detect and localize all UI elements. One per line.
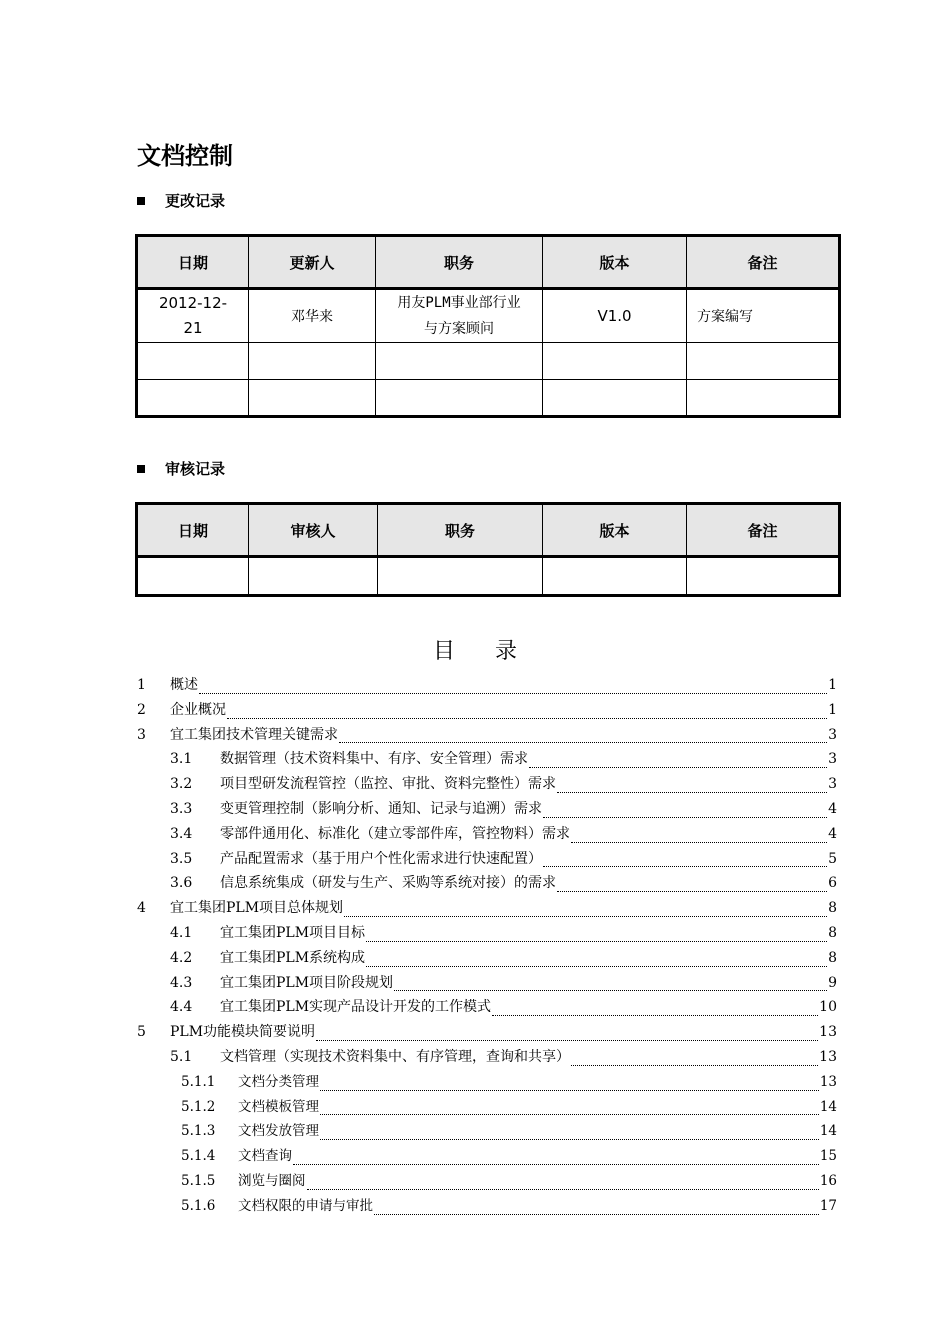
toc-dot-leader xyxy=(543,807,827,818)
toc-entry-page: 14 xyxy=(819,1123,837,1140)
table-cell xyxy=(543,557,687,596)
toc-dot-leader xyxy=(320,1080,819,1091)
toc-entry-page: 13 xyxy=(819,1073,837,1090)
toc-entry[interactable] xyxy=(137,723,837,748)
toc-entry-number: 4 xyxy=(137,900,146,917)
toc-entry-text: 宜工集团PLM项目阶段规划 xyxy=(220,974,394,991)
toc-entry-page: 3 xyxy=(828,726,837,743)
toc-entry-number: 5.1.2 xyxy=(181,1098,216,1115)
table-cell xyxy=(249,557,378,596)
col-header-position: 职务 xyxy=(376,236,543,289)
col-header-reviewer: 审核人 xyxy=(249,504,378,557)
toc-entry[interactable] xyxy=(137,698,837,723)
col-header-remark: 备注 xyxy=(687,504,840,557)
toc-dot-leader xyxy=(529,757,827,768)
toc-entry-page: 10 xyxy=(819,999,837,1016)
toc-dot-leader xyxy=(571,1055,818,1066)
table-cell xyxy=(376,343,543,380)
table-cell-date: 2012-12-21 xyxy=(137,289,249,343)
toc-entry-number: 5.1.6 xyxy=(181,1197,216,1214)
table-header-row xyxy=(137,236,840,289)
toc-entry-page: 5 xyxy=(828,850,837,867)
toc-title: 目录 xyxy=(432,639,557,664)
table-of-contents xyxy=(137,673,837,1219)
toc-dot-leader xyxy=(366,931,827,942)
table-cell xyxy=(137,380,249,417)
toc-entry[interactable] xyxy=(137,1070,837,1095)
toc-entry[interactable] xyxy=(137,871,837,896)
review-record-table xyxy=(135,502,841,597)
review-record-heading xyxy=(137,458,225,479)
toc-entry-page: 13 xyxy=(819,1024,837,1041)
toc-dot-leader xyxy=(344,906,827,917)
toc-dot-leader xyxy=(571,832,827,843)
toc-entry[interactable] xyxy=(137,995,837,1020)
toc-entry[interactable] xyxy=(137,1194,837,1219)
toc-entry-page: 9 xyxy=(828,974,837,991)
toc-entry-page: 4 xyxy=(828,825,837,842)
toc-entry-number: 3.1 xyxy=(170,751,193,768)
toc-entry-number: 5.1.1 xyxy=(181,1073,216,1090)
toc-entry-text: 概述 xyxy=(170,677,198,693)
toc-entry-text: 文档管理（实现技术资料集中、有序管理，查询和共享） xyxy=(220,1048,570,1065)
toc-entry-number: 4.3 xyxy=(170,974,193,991)
table-cell-updater: 邓华来 xyxy=(249,289,376,343)
toc-entry[interactable] xyxy=(137,1020,837,1045)
change-record-heading xyxy=(137,190,225,211)
table-cell-version: V1.0 xyxy=(543,289,687,343)
toc-dot-leader xyxy=(394,980,827,991)
toc-dot-leader xyxy=(492,1005,818,1016)
table-cell xyxy=(378,557,543,596)
change-record-heading-label: 更改记录 xyxy=(165,192,226,210)
toc-entry-page: 3 xyxy=(828,776,837,793)
toc-entry-number: 2 xyxy=(137,701,146,718)
table-row xyxy=(137,380,840,417)
col-header-date: 日期 xyxy=(137,504,249,557)
toc-entry-number: 5.1.4 xyxy=(181,1148,216,1165)
toc-entry[interactable] xyxy=(137,921,837,946)
toc-entry-text: 文档查询 xyxy=(238,1148,292,1165)
toc-entry-text: 信息系统集成（研发与生产、采购等系统对接）的需求 xyxy=(220,875,556,892)
table-header-row xyxy=(137,504,840,557)
table-cell xyxy=(543,343,687,380)
table-cell xyxy=(137,343,249,380)
toc-entry-number: 3.6 xyxy=(170,875,193,892)
table-cell-position: 用友PLM事业部行业与方案顾问 xyxy=(376,289,543,343)
toc-entry-number: 1 xyxy=(137,677,146,693)
toc-entry-text: 宜工集团技术管理关键需求 xyxy=(170,726,338,743)
toc-entry-page: 16 xyxy=(819,1172,837,1189)
table-row xyxy=(137,343,840,380)
toc-entry-page: 8 xyxy=(828,900,837,917)
toc-dot-leader xyxy=(293,1154,819,1165)
toc-entry-page: 1 xyxy=(828,701,837,718)
toc-entry-text: 变更管理控制（影响分析、通知、记录与追溯）需求 xyxy=(220,800,542,817)
table-cell xyxy=(249,343,376,380)
toc-entry-number: 5.1.5 xyxy=(181,1172,216,1189)
toc-entry-page: 8 xyxy=(828,949,837,966)
toc-entry-text: 文档分类管理 xyxy=(238,1073,319,1090)
toc-entry-number: 3.3 xyxy=(170,800,193,817)
square-bullet-icon xyxy=(137,465,145,473)
toc-entry-page: 15 xyxy=(819,1148,837,1165)
toc-entry[interactable] xyxy=(137,1169,837,1194)
table-cell xyxy=(543,380,687,417)
toc-entry[interactable] xyxy=(137,946,837,971)
toc-dot-leader xyxy=(320,1104,819,1115)
toc-entry-text: 产品配置需求（基于用户个性化需求进行快速配置） xyxy=(220,850,542,867)
toc-dot-leader xyxy=(374,1204,819,1215)
toc-entry-page: 17 xyxy=(819,1197,837,1214)
square-bullet-icon xyxy=(137,197,145,205)
toc-dot-leader xyxy=(366,956,827,967)
col-header-version: 版本 xyxy=(543,504,687,557)
toc-entry-number: 3 xyxy=(137,726,146,743)
toc-entry[interactable] xyxy=(137,847,837,872)
toc-entry-number: 4.4 xyxy=(170,999,193,1016)
col-header-updater: 更新人 xyxy=(249,236,376,289)
toc-entry-text: 宜工集团PLM项目目标 xyxy=(220,924,366,941)
toc-entry-text: 浏览与圈阅 xyxy=(238,1172,306,1189)
toc-entry[interactable] xyxy=(137,1095,837,1120)
table-cell xyxy=(137,557,249,596)
toc-entry-text: 宜工集团PLM系统构成 xyxy=(220,949,366,966)
toc-entry-text: 零部件通用化、标准化（建立零部件库，管控物料）需求 xyxy=(220,825,570,842)
table-cell xyxy=(687,557,840,596)
toc-dot-leader xyxy=(199,683,827,694)
toc-dot-leader xyxy=(227,708,827,719)
toc-entry-text: 文档模板管理 xyxy=(238,1098,319,1115)
toc-entry-number: 3.5 xyxy=(170,850,193,867)
toc-entry-page: 13 xyxy=(819,1048,837,1065)
toc-entry[interactable] xyxy=(137,896,837,921)
toc-entry-text: 文档发放管理 xyxy=(238,1123,319,1140)
col-header-version: 版本 xyxy=(543,236,687,289)
col-header-remark: 备注 xyxy=(687,236,840,289)
toc-entry-text: 项目型研发流程管控（监控、审批、资料完整性）需求 xyxy=(220,776,556,793)
toc-dot-leader xyxy=(339,732,827,743)
review-record-heading-label: 审核记录 xyxy=(165,460,226,478)
toc-entry[interactable] xyxy=(137,772,837,797)
toc-entry[interactable] xyxy=(137,797,837,822)
col-header-position: 职务 xyxy=(378,504,543,557)
toc-entry-page: 3 xyxy=(828,751,837,768)
change-record-table xyxy=(135,234,841,418)
page-title: 文档控制 xyxy=(137,142,233,170)
toc-dot-leader xyxy=(543,856,827,867)
toc-dot-leader xyxy=(316,1030,818,1041)
toc-entry[interactable] xyxy=(137,822,837,847)
table-row xyxy=(137,289,840,343)
toc-entry-page: 8 xyxy=(828,924,837,941)
table-cell-remark: 方案编写 xyxy=(687,289,840,343)
toc-entry-number: 5.1 xyxy=(170,1048,193,1065)
toc-entry-number: 4.2 xyxy=(170,949,193,966)
toc-entry-text: 企业概况 xyxy=(170,701,226,718)
toc-entry-number: 3.2 xyxy=(170,776,193,793)
toc-entry-page: 6 xyxy=(828,875,837,892)
toc-dot-leader xyxy=(320,1129,819,1140)
toc-entry-number: 5 xyxy=(137,1024,146,1041)
toc-entry-text: PLM功能模块简要说明 xyxy=(170,1024,316,1041)
toc-entry[interactable] xyxy=(137,1119,837,1144)
toc-entry-number: 3.4 xyxy=(170,825,193,842)
toc-entry-number: 5.1.3 xyxy=(181,1123,216,1140)
toc-entry-page: 1 xyxy=(828,677,837,693)
table-row xyxy=(137,557,840,596)
toc-entry[interactable] xyxy=(137,1144,837,1169)
toc-entry-text: 数据管理（技术资料集中、有序、安全管理）需求 xyxy=(220,751,528,768)
table-cell xyxy=(376,380,543,417)
toc-entry[interactable] xyxy=(137,1045,837,1070)
toc-entry-page: 14 xyxy=(819,1098,837,1115)
toc-entry-number: 4.1 xyxy=(170,924,193,941)
table-cell xyxy=(249,380,376,417)
toc-entry[interactable] xyxy=(137,673,837,698)
toc-entry[interactable] xyxy=(137,747,837,772)
toc-entry-text: 文档权限的申请与审批 xyxy=(238,1197,373,1214)
toc-dot-leader xyxy=(557,782,827,793)
toc-entry-text: 宜工集团PLM项目总体规划 xyxy=(170,900,344,917)
table-cell xyxy=(687,380,840,417)
col-header-date: 日期 xyxy=(137,236,249,289)
toc-dot-leader xyxy=(557,881,827,892)
toc-entry-page: 4 xyxy=(828,800,837,817)
toc-entry-text: 宜工集团PLM实现产品设计开发的工作模式 xyxy=(220,999,492,1016)
table-cell xyxy=(687,343,840,380)
toc-entry[interactable] xyxy=(137,971,837,996)
toc-dot-leader xyxy=(307,1179,819,1190)
